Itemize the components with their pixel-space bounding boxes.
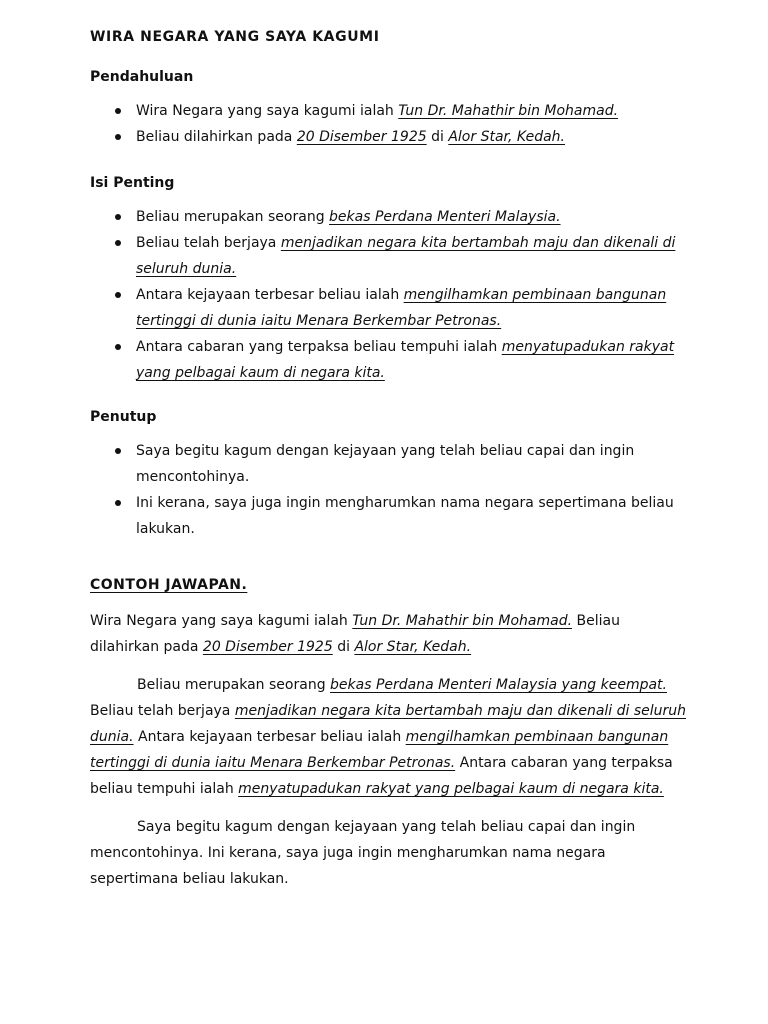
paragraph-text: di	[332, 639, 355, 655]
section-heading-pendahuluan: Pendahuluan	[90, 69, 194, 85]
item-text: Beliau dilahirkan pada	[136, 129, 297, 145]
paragraph-conclusion: Saya begitu kagum dengan kejayaan yang telah beliau capai dan ingin mencontohinya. Ini kerana, saya juga ingin mengharumkan nama negara sepertimana beliau lakukan.	[90, 819, 636, 887]
list-item: Saya begitu kagum dengan kejayaan yang telah beliau capai dan ingin mencontohinya.	[90, 438, 688, 490]
highlight-text: Tun Dr. Mahathir bin Mohamad.	[398, 103, 619, 119]
list-item	[90, 282, 688, 334]
list-item	[90, 204, 688, 230]
list-item: Ini kerana, saya juga ingin mengharumkan nama negara sepertimana beliau lakukan.	[90, 490, 688, 542]
paragraph-text: Antara cabaran yang terpaksa beliau tempuhi ialah	[90, 755, 673, 797]
item-text: Wira Negara yang saya kagumi ialah	[136, 103, 399, 119]
highlight-text: mengilhamkan pembinaan bangunan tertinggi di dunia iaitu Menara Berkembar Petronas.	[136, 287, 667, 329]
isi-penting-list	[90, 204, 688, 386]
paragraph-text: Beliau dilahirkan pada	[90, 613, 620, 655]
highlight-text: menjadikan negara kita bertambah maju dan dikenali di seluruh dunia.	[90, 703, 687, 745]
highlight-text: 20 Disember 1925	[296, 129, 427, 145]
list-item	[90, 334, 688, 386]
paragraph-text: Wira Negara yang saya kagumi ialah	[90, 613, 353, 629]
highlight-text: bekas Perdana Menteri Malaysia yang keempat.	[330, 677, 667, 693]
highlight-text: bekas Perdana Menteri Malaysia.	[329, 209, 561, 225]
highlight-text: mengilhamkan pembinaan bangunan tertinggi di dunia iaitu Menara Berkembar Petronas.	[90, 729, 669, 771]
highlight-text: menjadikan negara kita bertambah maju dan dikenali di seluruh dunia.	[136, 235, 676, 277]
paragraph-intro	[90, 608, 688, 660]
paragraph-text: Beliau telah berjaya	[90, 703, 235, 719]
highlight-text: Tun Dr. Mahathir bin Mohamad.	[352, 613, 573, 629]
section-heading-penutup: Penutup	[90, 409, 157, 425]
highlight-text: menyatupadukan rakyat yang pelbagai kaum di negara kita.	[238, 781, 664, 797]
list-item	[90, 124, 688, 150]
item-text: Beliau telah berjaya	[136, 235, 281, 251]
item-text: Antara cabaran yang terpaksa beliau tempuhi ialah	[136, 339, 502, 355]
section-heading-isi-penting: Isi Penting	[90, 175, 175, 191]
penutup-list	[90, 438, 688, 542]
highlight-text: 20 Disember 1925	[202, 639, 333, 655]
item-text: Beliau merupakan seorang	[136, 209, 330, 225]
list-item	[90, 230, 688, 282]
paragraph-body	[90, 672, 688, 802]
item-text: Antara kejayaan terbesar beliau ialah	[136, 287, 404, 303]
document-title: WIRA NEGARA YANG SAYA KAGUMI	[90, 29, 380, 45]
list-item	[90, 98, 688, 124]
highlight-text: Alor Star, Kedah.	[448, 129, 565, 145]
section-heading-contoh-jawapan: CONTOH JAWAPAN.	[90, 577, 248, 593]
paragraph-text: Antara kejayaan terbesar beliau ialah	[133, 729, 406, 745]
highlight-text: Alor Star, Kedah.	[354, 639, 472, 655]
item-text: di	[426, 129, 449, 145]
paragraph-text: Beliau merupakan seorang	[137, 677, 331, 693]
highlight-text: menyatupadukan rakyat yang pelbagai kaum di negara kita.	[136, 339, 675, 381]
pendahuluan-list	[90, 98, 688, 150]
